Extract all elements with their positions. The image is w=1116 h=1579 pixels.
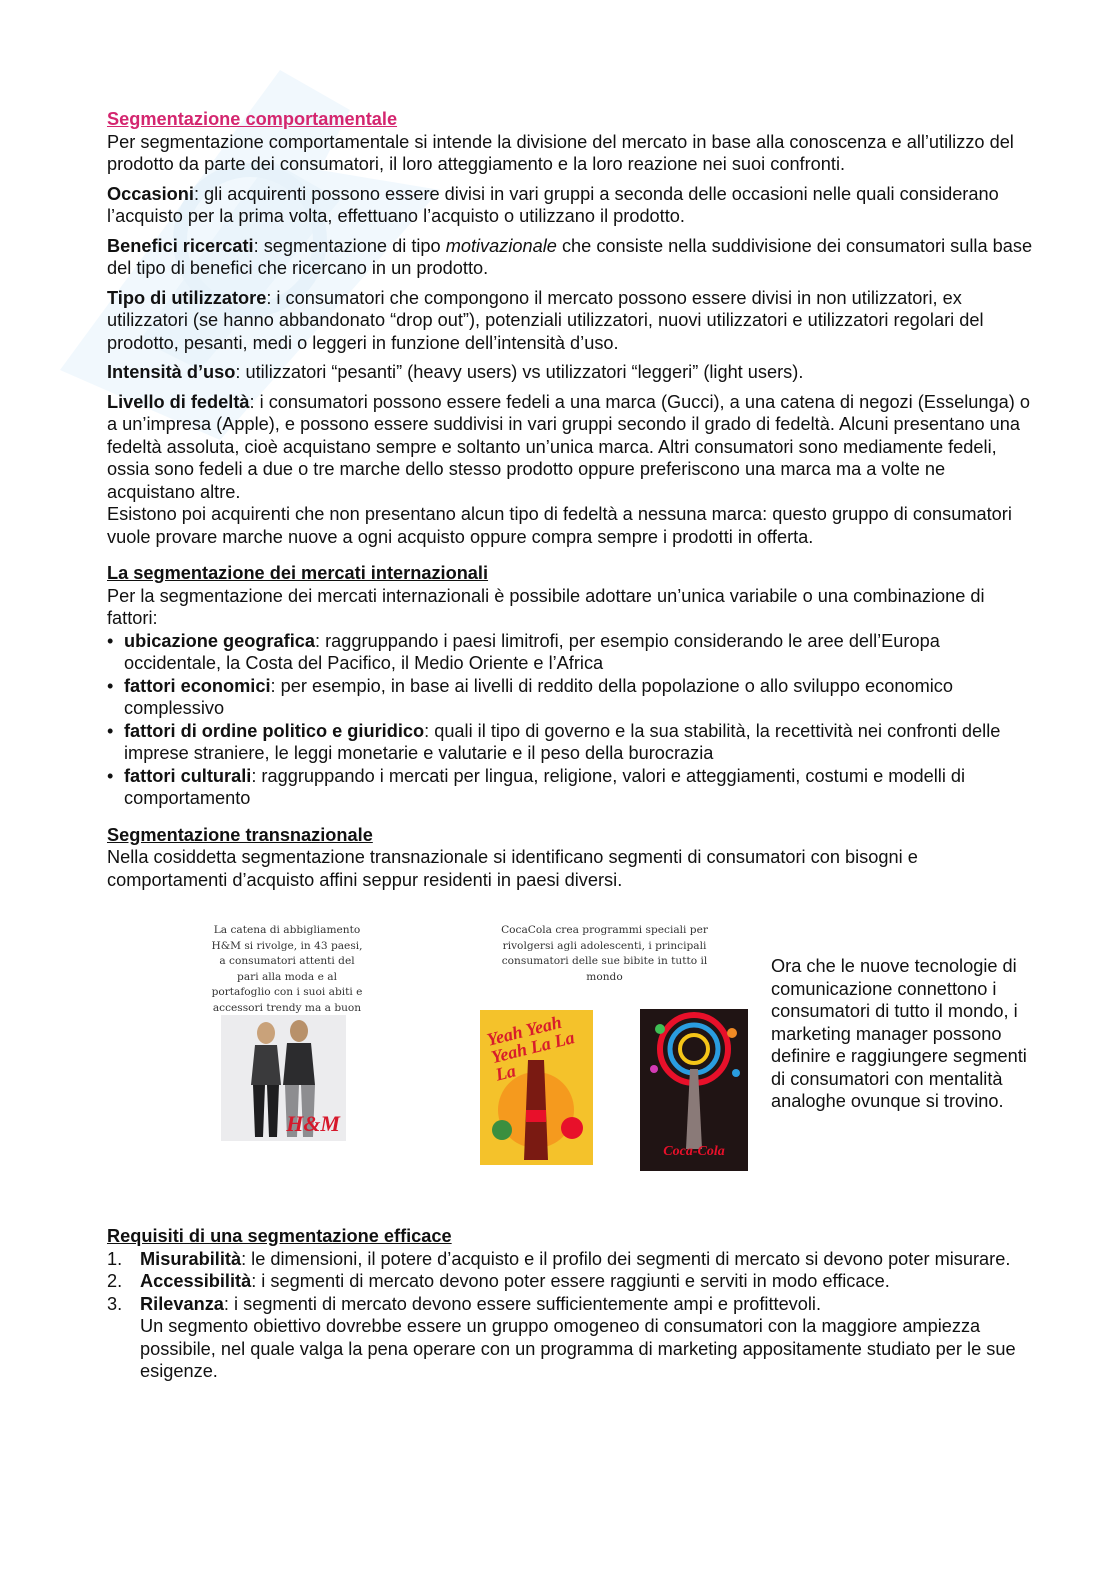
paragraph-fedelta [107, 391, 1037, 504]
transnational-text: Nella cosiddetta segmentazione transnazionale si identificano segmenti di consumatori con bisogni e comportamenti d’acquisto affini seppur residenti in paesi diversi. [107, 847, 918, 890]
bullet-text: : raggruppando i mercati per lingua, religione, valori e atteggiamenti, costumi e modelli di comportamento [124, 765, 966, 808]
coke-poster-burst [640, 1009, 748, 1171]
paragraph-intensita [107, 361, 1037, 384]
section-title-transnational: Segmentazione transnazionale [107, 824, 373, 845]
item-number: 3. [107, 1293, 123, 1314]
item-text: : i segmenti di mercato devono essere sufficientemente ampi e profittevoli. [223, 1293, 822, 1314]
paragraph-benefici [107, 235, 1037, 280]
hm-caption: La catena di abbigliamento H&M si rivolge, in 43 paesi, a consumatori attenti del pari alla moda e al portafoglio con i suoi abiti e accessori trendy ma a buon [211, 924, 363, 1014]
bullet-text: : quali il tipo di governo e la sua stabilità, la recettività nei confronti delle imprese straniere, le leggi monetarie e valutarie e il peso della burocrazia [124, 720, 1001, 763]
section-title-international: La segmentazione dei mercati internazionali [107, 563, 489, 583]
international-intro: Per la segmentazione dei mercati internazionali è possibile adottare un’unica variabile o una combinazione di fattori: [107, 585, 985, 628]
requirements-list [107, 1248, 1037, 1383]
hm-ad-image [221, 1015, 346, 1141]
item-text: : i segmenti di mercato devono poter essere raggiunti e serviti in modo efficace. [251, 1271, 890, 1291]
list-item [107, 765, 1037, 810]
paragraph-occasioni [107, 183, 1037, 228]
bullet-text: : per esempio, in base ai livelli di reddito della popolazione o allo sviluppo economico complessivo [124, 675, 953, 718]
requirements-extra: Un segmento obiettivo dovrebbe essere un gruppo omogeneo di consumatori con la maggiore ampiezza possibile, nel quale valga la pena operare con un programma di marketing appositamente studiato per le sue esigenze. [140, 1316, 1016, 1381]
list-item [107, 1293, 1037, 1383]
paragraph-fedelta-extra: Esistono poi acquirenti che non presentano alcun tipo di fedeltà a nessuna marca: questo gruppo di consumatori vuole provare marche nuove a ogni acquisto oppure compra sempre i prodotti in offerta. [107, 504, 1012, 547]
bullet-term: fattori culturali [124, 765, 252, 786]
term-occasioni: Occasioni [107, 183, 194, 204]
coke-logo: Coca-Cola [663, 1143, 725, 1159]
text-benefici-b: che consiste nella suddivisione dei consumatori sulla base del tipo di benefici che ricercano in un prodotto. [107, 235, 1033, 278]
coke-poster-yeah [480, 1010, 593, 1165]
list-item [107, 720, 1037, 765]
text-tipo: : i consumatori che compongono il mercato possono essere divisi in non utilizzatori, ex utilizzatori (se hanno abbandonato “drop out”), potenziali utilizzatori, nuovi utilizzatori e utilizzatori regolari del prodotto, pesanti, medi o leggeri in funzione dell’intensità d’uso. [107, 287, 984, 353]
text-intensita: : utilizzatori “pesanti” (heavy users) vs utilizzatori “leggeri” (light users). [235, 362, 804, 382]
item-text: : le dimensioni, il potere d’acquisto e il profilo dei segmenti di mercato si devono poter misurare. [241, 1248, 1011, 1269]
item-term: Rilevanza [140, 1293, 224, 1314]
list-item [107, 1270, 1037, 1293]
coke-poster-text: Yeah Yeah Yeah La La La [484, 1011, 577, 1085]
item-number: 1. [107, 1248, 123, 1269]
text-benefici-italic: motivazionale [445, 235, 557, 256]
term-benefici: Benefici ricercati [107, 235, 254, 256]
term-tipo: Tipo di utilizzatore [107, 287, 267, 308]
list-item [107, 675, 1037, 720]
list-item [107, 630, 1037, 675]
text-occasioni: : gli acquirenti possono essere divisi in vari gruppi a seconda delle occasioni nelle quali considerano l’acquisto per la prima volta, effettuano l’acquisto o utilizzano il prodotto. [107, 183, 999, 226]
section-title-behavioral: Segmentazione comportamentale [107, 109, 398, 129]
item-number: 2. [107, 1271, 123, 1291]
document-page [107, 108, 1037, 1383]
text-benefici-a: : segmentazione di tipo [253, 235, 446, 256]
term-intensita: Intensità d’uso [107, 362, 236, 382]
bullet-term: fattori economici [124, 675, 271, 696]
list-item [107, 1248, 1037, 1271]
bullet-text: : raggruppando i paesi limitrofi, per esempio considerando le aree dell’Europa occidentale, la Costa del Pacifico, il Medio Oriente e l’Africa [124, 630, 940, 673]
bullet-term: ubicazione geografica [124, 630, 316, 651]
section-title-requirements: Requisiti di una segmentazione efficace [107, 1226, 452, 1246]
coke-caption: CocaCola crea programmi speciali per rivolgersi agli adolescenti, i principali consumatori delle sue bibite in tutto il mondo [501, 924, 708, 983]
transnational-side-text: Ora che le nuove tecnologie di comunicazione connettono i consumatori di tutto il mondo, i marketing manager possono definire e raggiungere segmenti di consumatori con mentalità analoghe ovunque si trovino. [771, 956, 1027, 1111]
bullet-term: fattori di ordine politico e giuridico [124, 720, 425, 741]
term-fedelta: Livello di fedeltà [107, 391, 250, 412]
figures-row [107, 911, 1037, 1211]
item-term: Misurabilità [140, 1248, 242, 1269]
text-fedelta: : i consumatori possono essere fedeli a una marca (Gucci), a una catena di negozi (Esselunga) o a un’impresa (Apple), e possono essere suddivisi in vari gruppi secondo il grado di fedeltà. Alcuni presentano una fedeltà assoluta, cioè acquistano sempre e soltanto un’unica marca. Altri consumatori sono mediamente fedeli, ossia sono fedeli a due o tre marche dello stesso prodotto oppure preferiscono una marca ma a volte ne acquistano altre. [107, 391, 1030, 502]
paragraph-tipo [107, 287, 1037, 355]
international-bullet-list [107, 630, 1037, 810]
hm-logo: H&M [286, 1110, 340, 1136]
item-term: Accessibilità [140, 1271, 252, 1291]
behavioral-intro: Per segmentazione comportamentale si intende la divisione del mercato in base alla conoscenza e all’utilizzo del prodotto da parte dei consumatori, il loro atteggiamento e la loro reazione nei suoi confronti. [107, 131, 1014, 174]
